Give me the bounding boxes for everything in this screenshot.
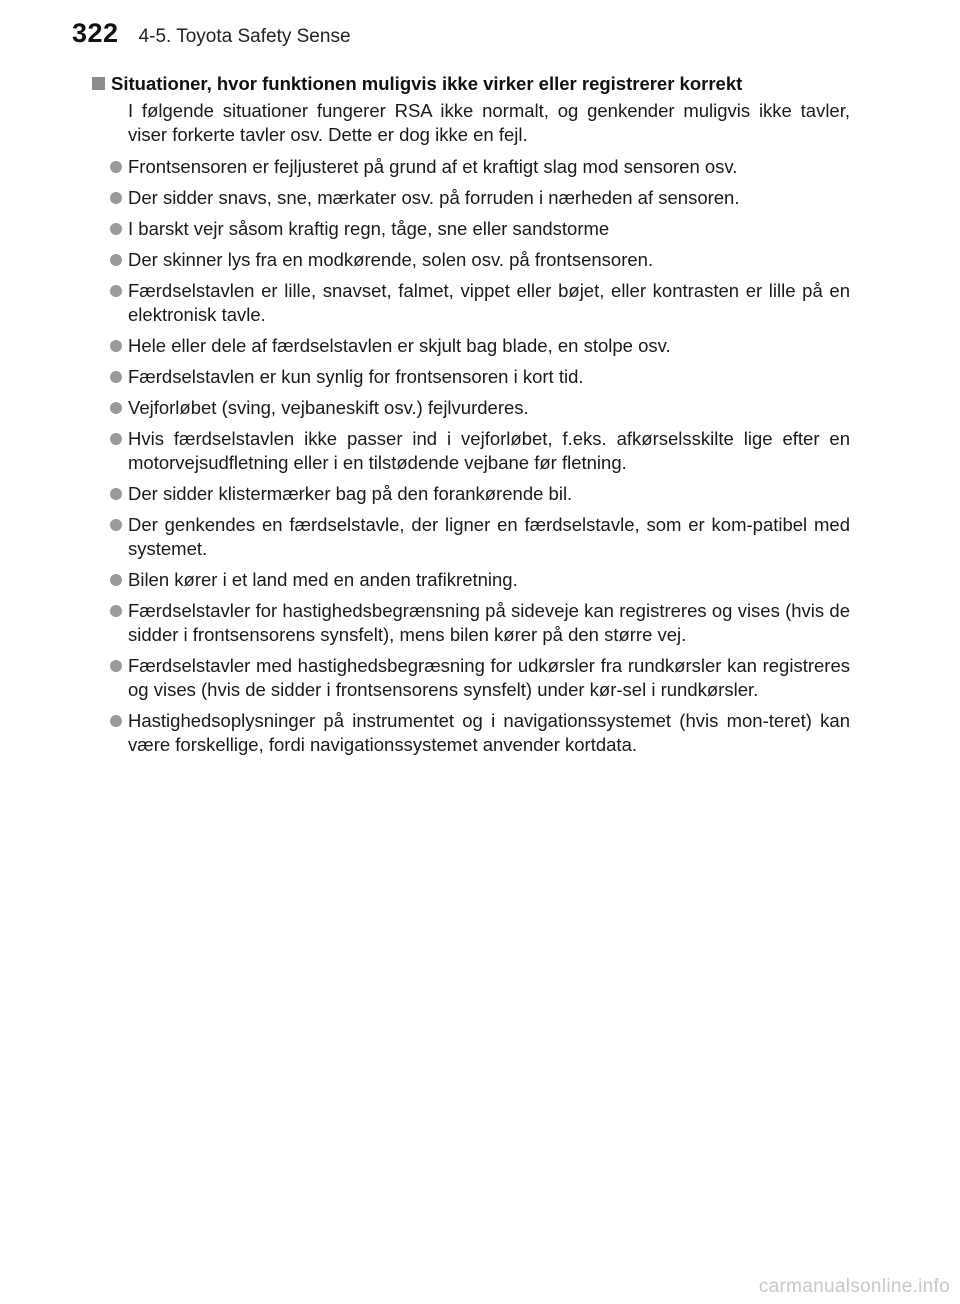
list-item — [110, 482, 850, 506]
list-item — [110, 513, 850, 561]
list-item — [110, 155, 850, 179]
bullet-list — [110, 155, 850, 757]
list-item — [110, 248, 850, 272]
list-item-text: Der sidder klistermærker bag på den forankørende bil. — [128, 483, 573, 504]
page-content — [110, 72, 850, 764]
round-bullet-icon — [110, 605, 122, 617]
list-item — [110, 186, 850, 210]
list-item — [110, 654, 850, 702]
watermark: carmanualsonline.info — [758, 1276, 950, 1297]
list-item-text: Hvis færdselstavlen ikke passer ind i vejforløbet, f.eks. afkørselsskilte lige efter en motorvejsudfletning eller i en tilstødende vejbane før fletning. — [128, 428, 850, 473]
list-item-text: Der skinner lys fra en modkørende, solen osv. på frontsensoren. — [128, 249, 654, 270]
list-item-text: Bilen kører i et land med en anden trafikretning. — [128, 569, 518, 590]
list-item-text: Hastighedsoplysninger på instrumentet og i navigationssystemet (hvis mon-teret) kan være forskellige, fordi navigationssystemet anvender kortdata. — [128, 710, 850, 755]
square-bullet-icon — [92, 77, 105, 90]
list-item — [110, 334, 850, 358]
round-bullet-icon — [110, 340, 122, 352]
page-header — [72, 18, 351, 62]
round-bullet-icon — [110, 519, 122, 531]
round-bullet-icon — [110, 161, 122, 173]
round-bullet-icon — [110, 574, 122, 586]
round-bullet-icon — [110, 402, 122, 414]
list-item — [110, 396, 850, 420]
list-item-text: I barskt vejr såsom kraftig regn, tåge, sne eller sandstorme — [128, 218, 610, 239]
list-item — [110, 568, 850, 592]
list-item — [110, 279, 850, 327]
round-bullet-icon — [110, 660, 122, 672]
section-title: 4-5. Toyota Safety Sense — [138, 26, 351, 47]
list-item-text: Der genkendes en færdselstavle, der ligner en færdselstavle, som er kom-patibel med systemet. — [128, 514, 850, 559]
list-item-text: Der sidder snavs, sne, mærkater osv. på forruden i nærheden af sensoren. — [128, 187, 740, 208]
round-bullet-icon — [110, 223, 122, 235]
intro-paragraph: I følgende situationer fungerer RSA ikke normalt, og genkender muligvis ikke tavler, viser forkerte tavler osv. Dette er dog ikke en fejl. — [128, 100, 850, 145]
list-item — [110, 709, 850, 757]
list-item — [110, 217, 850, 241]
list-item-text: Færdselstavlen er kun synlig for frontsensoren i kort tid. — [128, 366, 584, 387]
section-heading: Situationer, hvor funktionen muligvis ikke virker eller registrerer korrekt — [111, 73, 743, 94]
list-item — [110, 599, 850, 647]
round-bullet-icon — [110, 371, 122, 383]
list-item-text: Hele eller dele af færdselstavlen er skjult bag blade, en stolpe osv. — [128, 335, 671, 356]
round-bullet-icon — [110, 192, 122, 204]
list-item — [110, 427, 850, 475]
round-bullet-icon — [110, 433, 122, 445]
list-item-text: Færdselstavler for hastighedsbegrænsning på sideveje kan registreres og vises (hvis de sidder i frontsensorens synsfelt), mens bilen kører på den større vej. — [128, 600, 850, 645]
round-bullet-icon — [110, 715, 122, 727]
list-item-text: Vejforløbet (sving, vejbaneskift osv.) fejlvurderes. — [128, 397, 529, 418]
section-heading-row — [92, 72, 850, 96]
round-bullet-icon — [110, 488, 122, 500]
list-item — [110, 365, 850, 389]
list-item-text: Frontsensoren er fejljusteret på grund af et kraftigt slag mod sensoren osv. — [128, 156, 738, 177]
round-bullet-icon — [110, 254, 122, 266]
list-item-text: Færdselstavlen er lille, snavset, falmet, vippet eller bøjet, eller kontrasten er lille på en elektronisk tavle. — [128, 280, 850, 325]
round-bullet-icon — [110, 285, 122, 297]
list-item-text: Færdselstavler med hastighedsbegræsning for udkørsler fra rundkørsler kan registreres og vises (hvis de sidder i frontsensorens synsfelt) under kør-sel i rundkørsler. — [128, 655, 850, 700]
page-number: 322 — [72, 18, 119, 48]
